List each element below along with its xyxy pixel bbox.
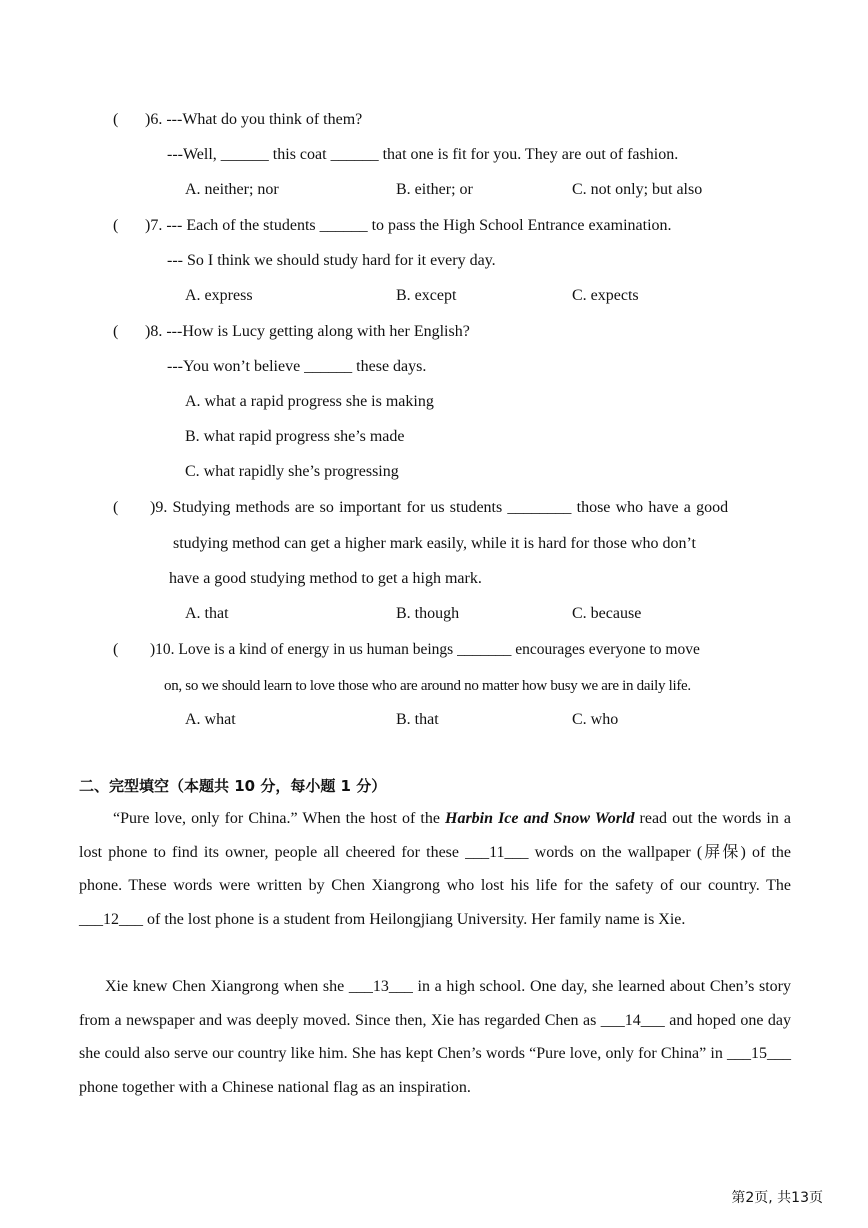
option-c: C. because <box>572 605 642 622</box>
question-9-line: have a good studying method to get a high mark. <box>169 570 482 587</box>
question-10-line: on, so we should learn to love those who are around no matter how busy we are in daily life. <box>164 678 691 694</box>
answer-paren: ( <box>113 499 119 516</box>
option-b: B. either; or <box>396 181 473 198</box>
option-a: A. what <box>185 711 236 728</box>
passage-bold-term: Harbin Ice and Snow World <box>445 810 635 827</box>
question-10-prompt: )10. Love is a kind of energy in us human beings _______ encourages everyone to move <box>150 641 700 658</box>
answer-paren: ( <box>113 641 119 658</box>
question-8-prompt: )8. ---How is Lucy getting along with her English? <box>145 323 470 340</box>
option-b: B. what rapid progress she’s made <box>185 428 405 445</box>
passage-paragraph-2: Xie knew Chen Xiangrong when she ___13___ in a high school. One day, she learned about Chen’s story from a newspaper and was deeply moved. Since then, Xie has regarded Chen as ___14___ and hoped one day she could also serve our country like him. She has kept Chen’s words “Pure love, only for China” in ___15___ phone together with a Chinese national flag as an inspiration. <box>79 978 791 1096</box>
section-title: 二、完型填空（本题共 10 分，每小题 1 分） <box>79 777 387 795</box>
option-a: A. express <box>185 287 253 304</box>
question-6-line: ---Well, ______ this coat ______ that one is fit for you. They are out of fashion. <box>167 146 679 163</box>
option-b: B. though <box>396 605 460 622</box>
question-7-prompt: )7. --- Each of the students ______ to pass the High School Entrance examination. <box>145 217 672 234</box>
answer-paren: ( <box>113 217 119 234</box>
question-6-prompt: )6. ---What do you think of them? <box>145 111 363 128</box>
option-c: C. what rapidly she’s progressing <box>185 463 399 480</box>
option-a: A. what a rapid progress she is making <box>185 393 434 410</box>
option-a: A. neither; nor <box>185 181 279 198</box>
page-footer: 第2页, 共13页 <box>731 1190 823 1206</box>
passage-paragraph-1: “Pure love, only for China.” When the host of the Harbin Ice and Snow World read out the words in a lost phone to find its owner, people all cheered for these ___11___ words on the wallpaper (屏保) of the phone. These words were written by Chen Xiangrong who lost his life for the safety of our country. The ___12___ of the lost phone is a student from Heilongjiang University. Her family name is Xie. <box>79 810 791 928</box>
option-b: B. that <box>396 711 439 728</box>
option-c: C. expects <box>572 287 639 304</box>
option-b: B. except <box>396 287 457 304</box>
option-a: A. that <box>185 605 229 622</box>
answer-paren: ( <box>113 111 119 128</box>
question-9-prompt: )9. Studying methods are so important for us students ________ those who have a good <box>150 499 729 516</box>
option-c: C. not only; but also <box>572 181 703 198</box>
question-8-line: ---You won’t believe ______ these days. <box>167 358 427 375</box>
question-9-line: studying method can get a higher mark easily, while it is hard for those who don’t <box>173 535 696 552</box>
answer-paren: ( <box>113 323 119 340</box>
question-7-line: --- So I think we should study hard for it every day. <box>167 252 496 269</box>
option-c: C. who <box>572 711 619 728</box>
